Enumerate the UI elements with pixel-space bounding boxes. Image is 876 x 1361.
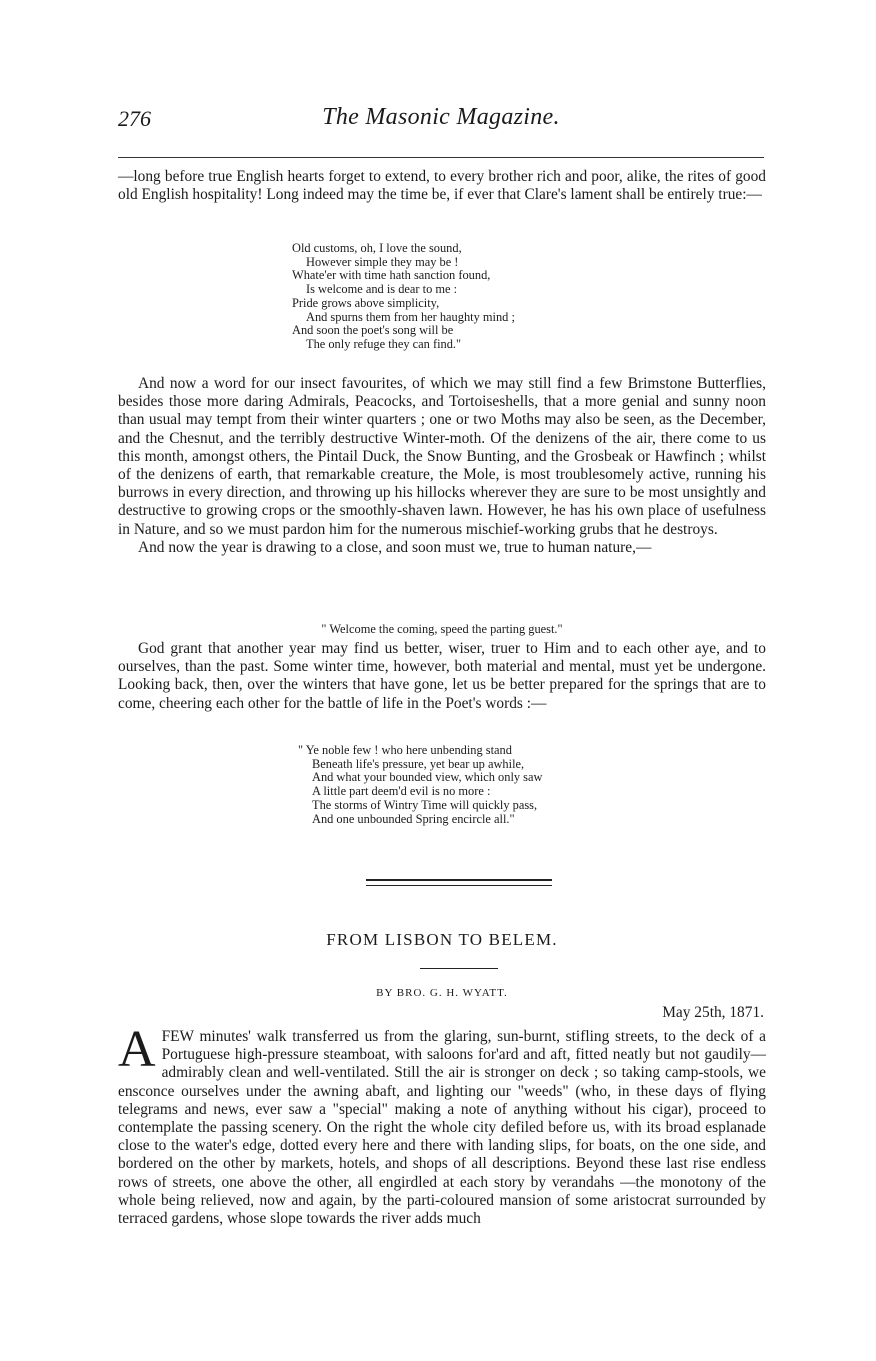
quoted-verse: " Welcome the coming, speed the parting guest." (321, 622, 563, 636)
poem-line: Beneath life's pressure, yet bear up awhile, (312, 756, 525, 771)
article-title: FROM LISBON TO BELEM. (326, 930, 558, 949)
drop-cap: A (118, 1021, 156, 1078)
poem-line: The only refuge they can find." (306, 336, 462, 351)
poem-line: And what your bounded view, which only saw (312, 770, 543, 785)
poem-line: Old customs, oh, I love the sound, (292, 241, 462, 255)
poem-line: " Ye noble few ! who here unbending stand (298, 743, 512, 757)
insect-paragraph (118, 375, 766, 557)
header-rule (118, 157, 764, 158)
article-byline: BY BRO. G. H. WYATT. (376, 987, 508, 999)
page-header (118, 102, 764, 142)
article-text: FEW minutes' walk transferred us from the glaring, sun-burnt, stifling streets, to the deck of a Portuguese high-pressure steamboat, with saloons for'ard and aft, fitted neatly but not gaudily—admirably clean and well-ventilated. Still the air is stronger on deck ; so taking camp-stools, we ensconce ourselves under the awning abaft, and lighting our "weeds" (who, in these days of flying telegrams and news, ever saw a "special" making a note of anything without his cigar), proceed to contemplate the passing scenery. On the right the whole city defiled before us, with its broad esplanade close to the water's edge, dotted every here and there with landing slips, for boats, on the one side, and bordered on the other by markets, hotels, and shops of all descriptions. Beyond these last rise endless rows of streets, one above the other, all engirdled at each story by verandahs —the monotony of the whole being relieved, now and again, by the parti-coloured mansion of some aristocrat surrounded by terraced gardens, whose slope towards the river adds much (118, 1028, 766, 1228)
body-paragraph: And now the year is drawing to a close, and soon must we, true to human nature,— (138, 538, 652, 556)
poem-line: A little part deem'd evil is no more : (312, 784, 491, 799)
section-divider (366, 885, 552, 886)
article-date: May 25th, 1871. (662, 1004, 764, 1021)
poem-line: Is welcome and is dear to me : (306, 282, 458, 297)
title-rule (420, 968, 498, 969)
closing-paragraph (118, 640, 766, 713)
poem-line: Pride grows above simplicity, (292, 295, 440, 310)
clare-poem (292, 242, 515, 352)
poet-verse (298, 744, 542, 826)
poem-line: The storms of Wintry Time will quickly pass, (312, 797, 538, 812)
poem-line: And soon the poet's song will be (292, 323, 454, 338)
page-number: 276 (118, 106, 151, 131)
intro-paragraph (118, 168, 766, 204)
poem-line: And one unbounded Spring encircle all." (312, 811, 515, 826)
section-divider (366, 879, 552, 881)
poem-line: However simple they may be ! (306, 254, 459, 269)
poem-line: Whate'er with time hath sanction found, (292, 268, 491, 283)
intro-text: —long before true English hearts forget to extend, to every brother rich and poor, alike, the rites of good old English hospitality! Long indeed may the time be, if ever that Clare's lament shall be entirely true:— (118, 168, 766, 204)
body-paragraph: God grant that another year may find us better, wiser, truer to Him and to each other aye, and to ourselves, than the past. Some winter time, however, both material and mental, must yet be undergone. Looking back, then, over the winters that have gone, let us be better prepared for the springs that are to come, cheering each other for the battle of life in the Poet's words :— (118, 640, 766, 712)
poem-line: And spurns them from her haughty mind ; (306, 309, 515, 324)
body-paragraph: And now a word for our insect favourites, of which we may still find a few Brimstone Butterflies, besides those more daring Admirals, Peacocks, and Tortoiseshells, that a more genial and sunny noon than usual may tempt from their winter quarters ; one or two Moths may also be seen, as the December, and the Chesnut, and the terribly destructive Winter-moth. Of the denizens of the air, there come to us this month, amongst others, the Pintail Duck, the Snow Bunting, and the Grosbeak or Hawfinch ; whilst of the denizens of earth, that remarkable creature, the Mole, is most troublesomely active, running his burrows in every direction, and throwing up his hillocks wherever they are sure to be most unsightly and destructive to growing crops or the smoothly-shaven lawn. However, he has his own place of usefulness in Nature, and so we must pardon him for the numerous mischief-working grubs that he destroys. (118, 375, 766, 538)
article-body (118, 1021, 766, 1228)
running-title: The Masonic Magazine. (322, 104, 560, 130)
